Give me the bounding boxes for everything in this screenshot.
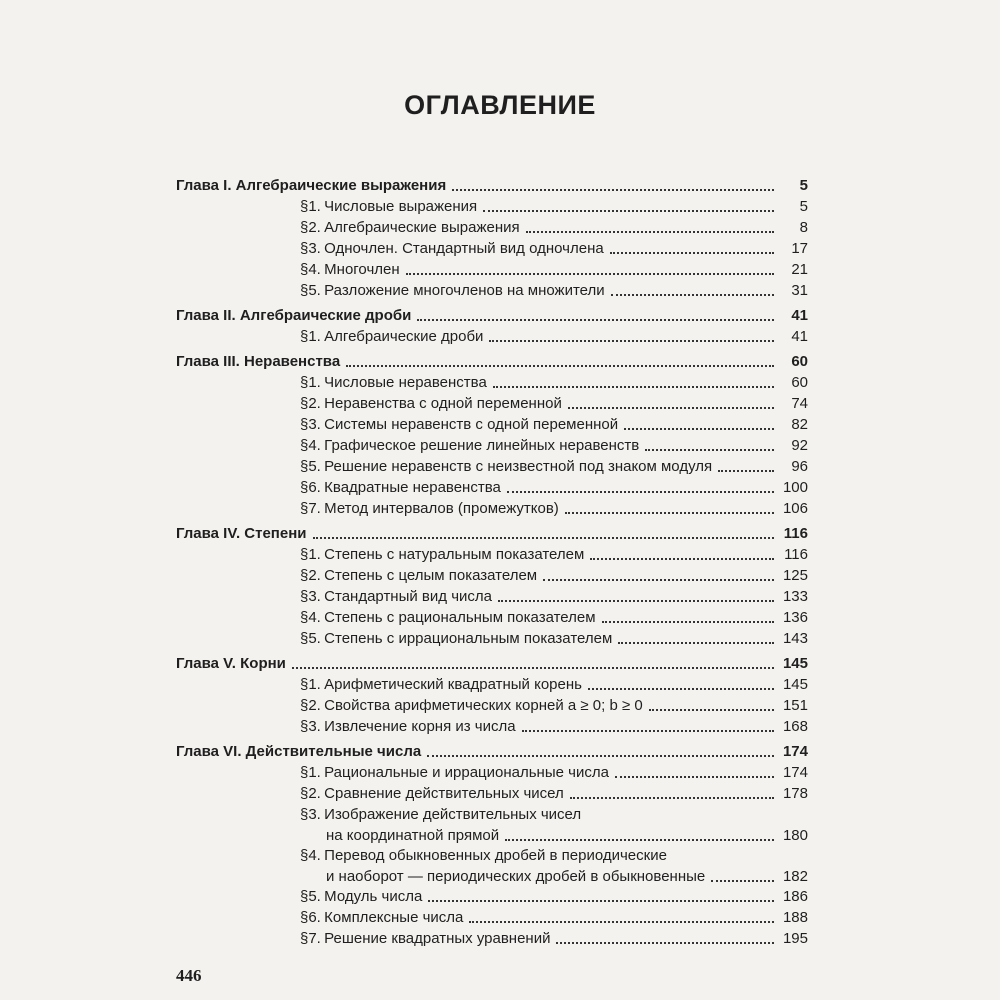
entry-title: Глава V. Корни — [176, 655, 286, 672]
toc-section-row — [172, 260, 808, 281]
leader-dots — [645, 449, 774, 451]
toc-page-number: 136 — [782, 609, 808, 626]
toc-section-row — [172, 805, 808, 826]
toc-section-row — [172, 608, 808, 629]
toc-page-number: 125 — [782, 567, 808, 584]
toc-entry-label — [176, 306, 411, 326]
toc-section-row — [172, 478, 808, 499]
toc-entry-label — [300, 436, 639, 456]
leader-dots — [618, 642, 774, 644]
entry-title: Метод интервалов (промежутков) — [324, 500, 559, 517]
toc-page-number: 182 — [782, 868, 808, 885]
toc-entry-label — [326, 867, 705, 887]
entry-title: Системы неравенств с одной переменной — [324, 416, 619, 433]
toc-section-row — [172, 867, 808, 887]
toc-entry-label — [176, 524, 307, 544]
entry-title: Арифметический квадратный корень — [324, 676, 582, 693]
toc-section-row — [172, 457, 808, 478]
toc-entry-label — [300, 394, 562, 414]
section-mark: §1. — [300, 198, 321, 215]
toc-entry-label — [300, 281, 605, 301]
entry-title: Свойства арифметических корней a ≥ 0; b ≥ 0 — [324, 697, 643, 714]
leader-dots — [556, 942, 774, 944]
toc-page-number: 92 — [791, 437, 808, 454]
entry-title: Комплексные числа — [324, 909, 464, 926]
toc-chapter-row — [172, 352, 808, 373]
toc-page-number: 145 — [782, 676, 808, 693]
entry-title: Степень с иррациональным показателем — [324, 630, 613, 647]
table-of-contents — [172, 176, 808, 950]
section-mark: §1. — [300, 328, 321, 345]
entry-title: Алгебраические дроби — [324, 328, 484, 345]
toc-entry-label — [300, 608, 596, 628]
toc-page-number: 5 — [799, 198, 808, 215]
toc-entry-label — [300, 784, 564, 804]
leader-dots — [346, 365, 774, 367]
toc-page-number: 60 — [791, 353, 808, 370]
entry-title: Глава III. Неравенства — [176, 353, 341, 370]
leader-dots — [483, 210, 774, 212]
section-mark: §2. — [300, 785, 321, 802]
toc-section-row — [172, 197, 808, 218]
toc-section-row — [172, 281, 808, 302]
toc-section-row — [172, 696, 808, 717]
entry-title: Глава VI. Действительные числа — [176, 743, 422, 760]
toc-entry-label — [300, 373, 487, 393]
toc-page-number: 106 — [782, 500, 808, 517]
toc-entry-label — [300, 908, 463, 928]
entry-title: Сравнение действительных чисел — [324, 785, 564, 802]
toc-entry-label — [176, 352, 340, 372]
leader-dots — [469, 921, 774, 923]
entry-title: Неравенства с одной переменной — [324, 395, 562, 412]
toc-entry-label — [300, 415, 618, 435]
entry-title: Графическое решение линейных неравенств — [324, 437, 640, 454]
entry-title: Стандартный вид числа — [324, 588, 492, 605]
toc-section-row — [172, 327, 808, 348]
section-mark: §6. — [300, 909, 321, 926]
toc-page-number: 41 — [791, 307, 808, 324]
section-mark: §3. — [300, 240, 321, 257]
section-mark: §3. — [300, 806, 321, 823]
section-mark: §4. — [300, 609, 321, 626]
toc-entry-label — [300, 218, 520, 238]
entry-title: на координатной прямой — [326, 827, 500, 844]
toc-page-number: 186 — [782, 888, 808, 905]
toc-entry-label — [300, 805, 581, 825]
toc-section-row — [172, 826, 808, 846]
section-mark: §4. — [300, 847, 321, 864]
entry-title: Квадратные неравенства — [324, 479, 501, 496]
entry-title: и наоборот — периодических дробей в обыкновенные — [326, 868, 706, 885]
toc-entry-label — [300, 457, 712, 477]
toc-page-number: 82 — [791, 416, 808, 433]
toc-section-row — [172, 394, 808, 415]
entry-title: Числовые неравенства — [324, 374, 487, 391]
leader-dots — [588, 688, 774, 690]
entry-title: Глава IV. Степени — [176, 525, 307, 542]
page-title: ОГЛАВЛЕНИЕ — [404, 90, 596, 121]
toc-page-number: 116 — [783, 525, 808, 542]
toc-section-row — [172, 763, 808, 784]
toc-section-row — [172, 675, 808, 696]
entry-title: Извлечение корня из числа — [324, 718, 516, 735]
toc-section-row — [172, 784, 808, 805]
section-mark: §4. — [300, 261, 321, 278]
entry-title: Решение квадратных уравнений — [324, 930, 551, 947]
section-mark: §1. — [300, 374, 321, 391]
entry-title: Глава II. Алгебраические дроби — [176, 307, 412, 324]
toc-entry-label — [300, 846, 667, 866]
entry-title: Разложение многочленов на множители — [324, 282, 605, 299]
entry-title: Модуль числа — [324, 888, 423, 905]
leader-dots — [452, 189, 774, 191]
toc-page-number: 31 — [791, 282, 808, 299]
section-mark: §2. — [300, 697, 321, 714]
leader-dots — [526, 231, 774, 233]
leader-dots — [568, 407, 774, 409]
toc-entry-label — [300, 763, 609, 783]
toc-section-row — [172, 929, 808, 950]
toc-page-number: 180 — [782, 827, 808, 844]
leader-dots — [649, 709, 774, 711]
toc-section-row — [172, 908, 808, 929]
toc-page-number: 21 — [791, 261, 808, 278]
toc-entry-label — [300, 587, 492, 607]
section-mark: §2. — [300, 395, 321, 412]
toc-section-row — [172, 436, 808, 457]
toc-entry-label — [300, 675, 582, 695]
toc-section-row — [172, 717, 808, 738]
toc-page-number: 151 — [782, 697, 808, 714]
toc-page-number: 5 — [799, 177, 808, 194]
leader-dots — [428, 900, 774, 902]
toc-entry-label — [300, 566, 537, 586]
toc-page-number: 17 — [791, 240, 808, 257]
toc-chapter-row — [172, 742, 808, 763]
toc-page-number: 60 — [791, 374, 808, 391]
section-mark: §3. — [300, 588, 321, 605]
section-mark: §1. — [300, 546, 321, 563]
toc-entry-label — [300, 629, 612, 649]
toc-section-row — [172, 239, 808, 260]
toc-page-number: 145 — [782, 655, 808, 672]
toc-page-number: 74 — [791, 395, 808, 412]
entry-title: Числовые выражения — [324, 198, 478, 215]
toc-section-row — [172, 415, 808, 436]
page-number: 446 — [176, 966, 202, 985]
toc-entry-label — [300, 717, 516, 737]
entry-title: Степень с рациональным показателем — [324, 609, 596, 626]
leader-dots — [498, 600, 774, 602]
leader-dots — [427, 755, 774, 757]
toc-section-row — [172, 545, 808, 566]
toc-page-number: 143 — [782, 630, 808, 647]
leader-dots — [570, 797, 774, 799]
leader-dots — [292, 667, 774, 669]
entry-title: Рациональные и иррациональные числа — [324, 764, 609, 781]
toc-section-row — [172, 499, 808, 520]
toc-chapter-row — [172, 524, 808, 545]
section-mark: §2. — [300, 567, 321, 584]
leader-dots — [493, 386, 774, 388]
leader-dots — [565, 512, 774, 514]
section-mark: §5. — [300, 630, 321, 647]
toc-page-number: 8 — [799, 219, 808, 236]
toc-section-row — [172, 218, 808, 239]
leader-dots — [602, 621, 774, 623]
leader-dots — [505, 839, 774, 841]
leader-dots — [611, 294, 774, 296]
leader-dots — [590, 558, 774, 560]
toc-page-number: 96 — [791, 458, 808, 475]
toc-page-number: 174 — [782, 743, 808, 760]
section-mark: §1. — [300, 764, 321, 781]
toc-entry-label — [300, 499, 559, 519]
toc-entry-label — [300, 478, 501, 498]
section-mark: §3. — [300, 718, 321, 735]
entry-title: Глава I. Алгебраические выражения — [176, 177, 447, 194]
toc-page-number: 133 — [782, 588, 808, 605]
toc-entry-label — [300, 239, 604, 259]
toc-section-row — [172, 587, 808, 608]
toc-page-number: 195 — [782, 930, 808, 947]
leader-dots — [543, 579, 774, 581]
entry-title: Изображение действительных чисел — [324, 806, 582, 823]
leader-dots — [313, 537, 775, 539]
section-mark: §5. — [300, 888, 321, 905]
entry-title: Степень с целым показателем — [324, 567, 538, 584]
toc-entry-label — [326, 826, 499, 846]
toc-page-number: 100 — [782, 479, 808, 496]
leader-dots — [718, 470, 774, 472]
toc-chapter-row — [172, 654, 808, 675]
toc-entry-label — [300, 545, 584, 565]
toc-entry-label — [300, 929, 550, 949]
section-mark: §4. — [300, 437, 321, 454]
leader-dots — [624, 428, 774, 430]
toc-page-number: 41 — [791, 328, 808, 345]
section-mark: §7. — [300, 930, 321, 947]
leader-dots — [507, 491, 774, 493]
section-mark: §5. — [300, 458, 321, 475]
entry-title: Многочлен — [324, 261, 400, 278]
leader-dots — [417, 319, 774, 321]
toc-page-number: 178 — [782, 785, 808, 802]
section-mark: §3. — [300, 416, 321, 433]
toc-entry-label — [300, 696, 643, 716]
entry-title: Решение неравенств с неизвестной под знаком модуля — [324, 458, 713, 475]
toc-section-row — [172, 887, 808, 908]
section-mark: §5. — [300, 282, 321, 299]
toc-page-number: 188 — [782, 909, 808, 926]
leader-dots — [610, 252, 774, 254]
toc-entry-label — [300, 887, 422, 907]
toc-section-row — [172, 846, 808, 867]
toc-entry-label — [176, 742, 421, 762]
toc-entry-label — [176, 654, 286, 674]
toc-chapter-row — [172, 176, 808, 197]
leader-dots — [489, 340, 774, 342]
entry-title: Одночлен. Стандартный вид одночлена — [324, 240, 604, 257]
section-mark: §1. — [300, 676, 321, 693]
section-mark: §2. — [300, 219, 321, 236]
toc-section-row — [172, 566, 808, 587]
leader-dots — [615, 776, 774, 778]
toc-entry-label — [300, 197, 477, 217]
section-mark: §7. — [300, 500, 321, 517]
toc-section-row — [172, 373, 808, 394]
entry-title: Перевод обыкновенных дробей в периодические — [324, 847, 667, 864]
toc-entry-label — [300, 327, 483, 347]
toc-section-row — [172, 629, 808, 650]
toc-page-number: 116 — [784, 546, 808, 563]
toc-page-number: 168 — [782, 718, 808, 735]
toc-entry-label — [176, 176, 446, 196]
leader-dots — [522, 730, 774, 732]
entry-title: Степень с натуральным показателем — [324, 546, 585, 563]
section-mark: §6. — [300, 479, 321, 496]
leader-dots — [406, 273, 774, 275]
toc-entry-label — [300, 260, 400, 280]
entry-title: Алгебраические выражения — [324, 219, 520, 236]
leader-dots — [711, 880, 774, 882]
toc-chapter-row — [172, 306, 808, 327]
toc-page-number: 174 — [782, 764, 808, 781]
